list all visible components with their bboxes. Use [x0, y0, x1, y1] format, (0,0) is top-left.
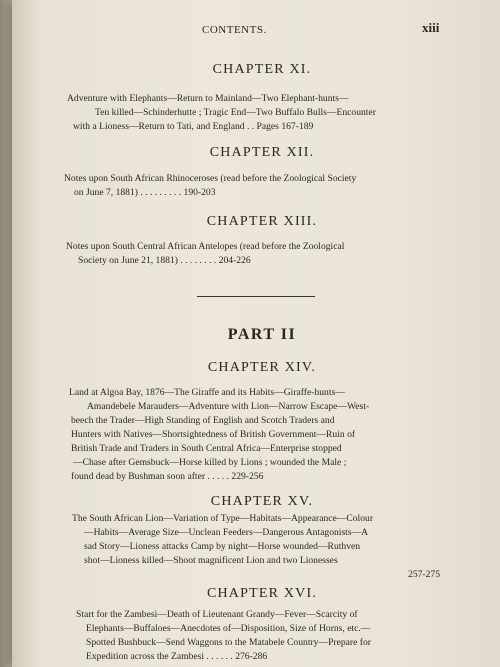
summary-line: Land at Algoa Bay, 1876—The Giraffe and its Habits—Giraffe-hunts— [69, 387, 345, 398]
chapter-heading: CHAPTER XVI. [206, 586, 318, 601]
book-gutter [0, 0, 12, 667]
summary-line: 257-275 [408, 569, 440, 580]
summary-line: on June 7, 1881) . . . . . . . . . 190-203 [74, 187, 216, 198]
summary-line: with a Lioness—Return to Tati, and England . . Pages 167-189 [73, 121, 314, 132]
summary-line: Ten killed—Schinderhutte ; Tragic End—Two Buffalo Bulls—Encounter [95, 107, 376, 118]
summary-line: Spotted Bushbuck—Send Waggons to the Matabele Country—Prepare for [86, 637, 371, 648]
summary-line: Notes upon South Central African Antelopes (read before the Zoological [66, 241, 345, 252]
summary-line: shot—Lioness killed—Shoot magnificent Lion and two Lionesses [84, 555, 338, 566]
summary-line: Society on June 21, 1881) . . . . . . . . 204-226 [78, 255, 251, 266]
chapter-summary [69, 386, 439, 484]
chapter-summary [67, 92, 427, 134]
chapter-summary [72, 512, 442, 582]
chapter-summary [64, 172, 434, 200]
chapter-heading: CHAPTER XIII. [206, 214, 318, 229]
chapter-heading: CHAPTER XI. [212, 62, 312, 77]
summary-line: The South African Lion—Variation of Type—Habitats—Appearance—Colour [72, 513, 374, 524]
chapter-heading: CHAPTER XII. [209, 145, 315, 160]
chapter-summary [76, 608, 446, 664]
summary-line: Notes upon South African Rhinoceroses (read before the Zoological Society [64, 173, 357, 184]
summary-line: Expedition across the Zambesi . . . . . . 276-286 [86, 651, 268, 662]
summary-line: British Trade and Traders in South Central Africa—Enterprise stopped [71, 443, 342, 454]
chapter-summary [66, 240, 436, 268]
summary-line: Start for the Zambesi—Death of Lieutenant Grandy—Fever—Scarcity of [76, 609, 358, 620]
summary-line: —Habits—Average Size—Unclean Feeders—Dangerous Antagonists—A [84, 527, 369, 538]
running-header: CONTENTS. [202, 24, 267, 36]
summary-line: sad Story—Lioness attacks Camp by night—Horse wounded—Ruthven [84, 541, 361, 552]
summary-line: found dead by Bushman soon after . . . . . 229-256 [71, 471, 264, 482]
summary-line: Amandebele Marauders—Adventure with Lion—Narrow Escape—West- [87, 401, 370, 412]
summary-line: Adventure with Elephants—Return to Mainland—Two Elephant-hunts— [67, 93, 349, 104]
book-page [12, 0, 500, 667]
page-number: xiii [422, 20, 440, 35]
chapter-heading: CHAPTER XIV. [207, 360, 317, 375]
summary-line: —Chase after Gemsbuck—Horse killed by Lions ; wounded the Male ; [73, 457, 347, 468]
chapter-heading: CHAPTER XV. [210, 494, 314, 509]
summary-line: Hunters with Natives—Shortsightedness of British Government—Ruin of [71, 429, 356, 440]
section-divider [197, 296, 315, 297]
summary-line: Elephants—Buffaloes—Anecdotes of—Disposition, Size of Horns, etc.— [86, 623, 371, 634]
part-heading: PART II [227, 326, 297, 343]
summary-line: beech the Trader—High Standing of English and Scotch Traders and [71, 415, 335, 426]
